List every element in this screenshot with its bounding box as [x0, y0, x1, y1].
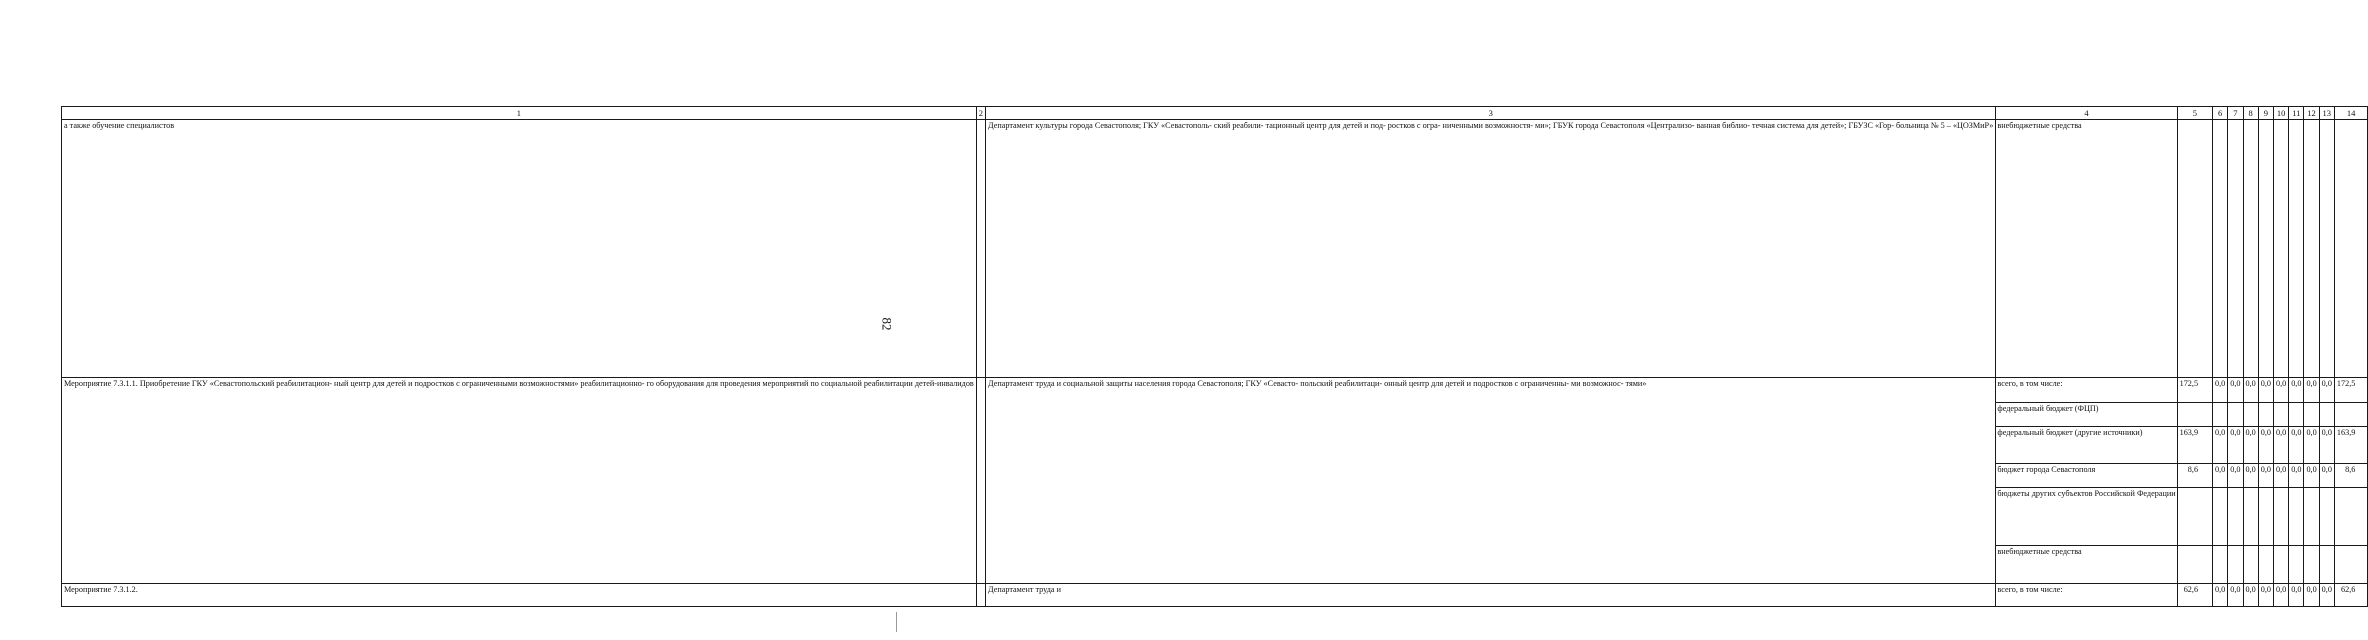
value-cell [2177, 120, 2212, 378]
value-cell: 0,0 [2258, 427, 2273, 464]
column-header: 8 [2243, 107, 2258, 120]
executor-cell: Департамент труда и социальной защиты населения города Севастополя; ГКУ «Севасто- польский реабилитаци- онный центр для детей и подростков с ограниченны- ми возможнос- тями» [986, 378, 1996, 584]
value-cell: 0,0 [2243, 427, 2258, 464]
empty-cell [976, 584, 985, 607]
value-cell [2304, 120, 2319, 378]
value-cell [2258, 488, 2273, 546]
measure-cell: Мероприятие 7.3.1.2. [62, 584, 977, 607]
table-row [62, 120, 2368, 378]
value-cell: 0,0 [2319, 427, 2334, 464]
value-cell [2273, 120, 2288, 378]
value-cell [2213, 403, 2228, 427]
value-cell: 172,5 [2334, 378, 2367, 403]
value-cell [2213, 488, 2228, 546]
value-cell: 0,0 [2319, 584, 2334, 607]
funding-source-cell: федеральный бюджет (ФЦП) [1996, 403, 2177, 427]
value-cell [2213, 120, 2228, 378]
value-cell [2228, 546, 2243, 584]
value-cell [2289, 120, 2304, 378]
value-cell [2334, 403, 2367, 427]
column-header: 4 [1996, 107, 2177, 120]
value-cell [2273, 488, 2288, 546]
scan-edge-mark [896, 612, 897, 632]
value-cell: 0,0 [2258, 584, 2273, 607]
value-cell [2258, 546, 2273, 584]
value-cell: 0,0 [2304, 427, 2319, 464]
value-cell [2304, 488, 2319, 546]
value-cell: 0,0 [2289, 464, 2304, 488]
value-cell: 0,0 [2243, 464, 2258, 488]
value-cell [2258, 403, 2273, 427]
value-cell [2213, 546, 2228, 584]
funding-source-cell: всего, в том числе: [1996, 378, 2177, 403]
value-cell [2243, 403, 2258, 427]
column-header: 2 [976, 107, 985, 120]
value-cell: 62,6 [2177, 584, 2212, 607]
page-number: 82 [879, 317, 895, 331]
funding-source-cell: федеральный бюджет (другие источники) [1996, 427, 2177, 464]
value-cell [2319, 546, 2334, 584]
column-header: 7 [2228, 107, 2243, 120]
value-cell: 0,0 [2304, 464, 2319, 488]
column-header: 1 [62, 107, 977, 120]
value-cell: 0,0 [2289, 427, 2304, 464]
value-cell: 0,0 [2273, 427, 2288, 464]
value-cell: 0,0 [2273, 378, 2288, 403]
table-row [62, 378, 2368, 403]
value-cell: 0,0 [2319, 378, 2334, 403]
value-cell: 8,6 [2177, 464, 2212, 488]
funding-source-cell: внебюджетные средства [1996, 546, 2177, 584]
value-cell: 0,0 [2243, 584, 2258, 607]
column-header: 12 [2304, 107, 2319, 120]
value-cell: 0,0 [2273, 584, 2288, 607]
value-cell: 0,0 [2258, 464, 2273, 488]
empty-cell [976, 120, 985, 378]
executor-cell: Департамент труда и [986, 584, 1996, 607]
value-cell [2289, 546, 2304, 584]
value-cell [2334, 546, 2367, 584]
value-cell [2243, 488, 2258, 546]
value-cell [2177, 403, 2212, 427]
column-header: 9 [2258, 107, 2273, 120]
value-cell [2258, 120, 2273, 378]
value-cell [2228, 403, 2243, 427]
value-cell: 0,0 [2289, 378, 2304, 403]
funding-source-cell: внебюджетные средства [1996, 120, 2177, 378]
value-cell [2334, 120, 2367, 378]
value-cell [2289, 403, 2304, 427]
funding-source-cell: бюджет города Севастополя [1996, 464, 2177, 488]
column-header: 11 [2289, 107, 2304, 120]
column-header: 6 [2213, 107, 2228, 120]
funding-source-cell: всего, в том числе: [1996, 584, 2177, 607]
value-cell [2243, 120, 2258, 378]
value-cell: 163,9 [2334, 427, 2367, 464]
value-cell [2273, 403, 2288, 427]
header-row [62, 107, 2368, 120]
value-cell: 0,0 [2213, 464, 2228, 488]
value-cell [2319, 120, 2334, 378]
value-cell: 0,0 [2243, 378, 2258, 403]
measure-cell: а также обучение специалистов [62, 120, 977, 378]
column-header: 3 [986, 107, 1996, 120]
value-cell: 0,0 [2228, 427, 2243, 464]
value-cell [2273, 546, 2288, 584]
measure-cell: Мероприятие 7.3.1.1. Приобретение ГКУ «Севастопольский реабилитацион- ный центр для детей и подростков с ограниченными возможностями» реабилитационно- го оборудования для проведения мероприятий по социальной реабилитации детей-инвалидов [62, 378, 977, 584]
value-cell: 172,5 [2177, 378, 2212, 403]
value-cell: 0,0 [2228, 584, 2243, 607]
value-cell: 0,0 [2228, 378, 2243, 403]
value-cell: 0,0 [2289, 584, 2304, 607]
value-cell [2177, 488, 2212, 546]
value-cell [2334, 488, 2367, 546]
value-cell [2177, 546, 2212, 584]
value-cell: 62,6 [2334, 584, 2367, 607]
value-cell [2228, 120, 2243, 378]
value-cell: 0,0 [2319, 464, 2334, 488]
value-cell [2304, 403, 2319, 427]
value-cell: 0,0 [2228, 464, 2243, 488]
value-cell [2319, 488, 2334, 546]
value-cell [2289, 488, 2304, 546]
value-cell: 163,9 [2177, 427, 2212, 464]
column-header: 14 [2334, 107, 2367, 120]
value-cell: 0,0 [2304, 378, 2319, 403]
value-cell: 0,0 [2258, 378, 2273, 403]
value-cell: 0,0 [2213, 427, 2228, 464]
value-cell: 8,6 [2334, 464, 2367, 488]
value-cell: 0,0 [2213, 584, 2228, 607]
value-cell [2228, 488, 2243, 546]
value-cell [2304, 546, 2319, 584]
value-cell: 0,0 [2304, 584, 2319, 607]
table-row [62, 584, 2368, 607]
value-cell: 0,0 [2213, 378, 2228, 403]
funding-source-cell: бюджеты других субъектов Российской Федерации [1996, 488, 2177, 546]
executor-cell: Департамент культуры города Севастополя; ГКУ «Севастополь- ский реабили- тационный центр для детей и под- ростков с огра- ниченными возможностя- ми»; ГБУК города Севастополя «Централизо- ванная библио- течная система для детей»; ГБУЗС «Гор- больница № 5 – «ЦОЗМиР» [986, 120, 1996, 378]
value-cell [2319, 403, 2334, 427]
empty-cell [976, 378, 985, 584]
column-header: 10 [2273, 107, 2288, 120]
column-header: 5 [2177, 107, 2212, 120]
value-cell [2243, 546, 2258, 584]
value-cell: 0,0 [2273, 464, 2288, 488]
column-header: 13 [2319, 107, 2334, 120]
budget-table [61, 106, 2368, 607]
